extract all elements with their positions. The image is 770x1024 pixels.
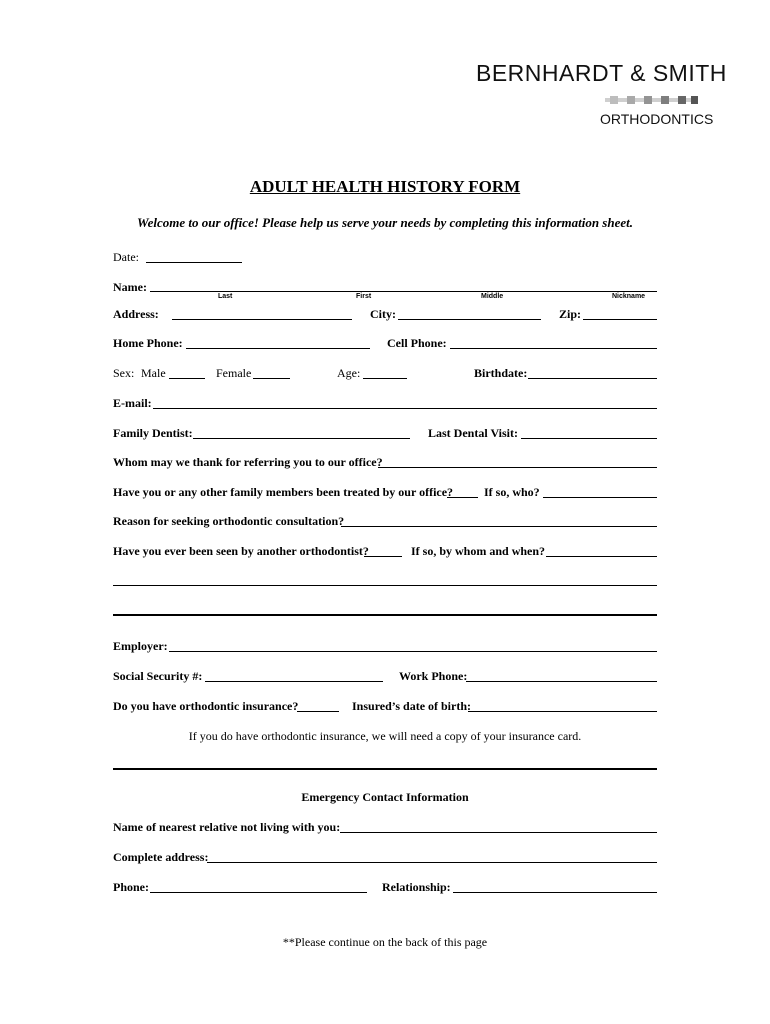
brand-name: BERNHARDT & SMITH (476, 60, 727, 86)
reason-field[interactable] (341, 526, 657, 527)
family-dentist-field[interactable] (193, 438, 410, 439)
insurance-field[interactable] (297, 711, 339, 712)
name-sub-nickname: Nickname (612, 293, 646, 300)
insured-dob-label: Insured’s date of birth: (352, 699, 472, 713)
nearest-relative-field[interactable] (340, 832, 657, 833)
birthdate-field[interactable] (528, 378, 657, 379)
if-so-who-field[interactable] (543, 497, 657, 498)
name-sub-last: Last (218, 293, 233, 300)
if-so-whom-when-label: If so, by whom and when? (411, 544, 546, 558)
zip-label: Zip: (559, 307, 582, 321)
referral-field[interactable] (378, 467, 657, 468)
reason-label: Reason for seeking orthodontic consultation? (113, 514, 345, 528)
female-field[interactable] (253, 378, 290, 379)
seen-other-field[interactable] (364, 556, 402, 557)
phone-label: Phone: (113, 880, 149, 894)
zip-field[interactable] (583, 319, 657, 320)
city-label: City: (370, 307, 396, 321)
insurance-label: Do you have orthodontic insurance? (113, 699, 299, 713)
home-phone-field[interactable] (186, 348, 370, 349)
form-title: ADULT HEALTH HISTORY FORM (249, 177, 521, 196)
family-treated-label: Have you or any other family members been treated by our office? (113, 485, 454, 499)
relationship-label: Relationship: (382, 880, 451, 894)
ssn-label: Social Security #: (113, 669, 203, 683)
email-field[interactable] (153, 408, 657, 409)
complete-address-field[interactable] (207, 862, 657, 863)
date-field[interactable] (146, 262, 242, 263)
insured-dob-field[interactable] (468, 711, 657, 712)
last-dental-visit-field[interactable] (521, 438, 657, 439)
name-sub-middle: Middle (481, 293, 504, 300)
if-so-who-label: If so, who? (484, 485, 540, 499)
name-sub-first: First (356, 293, 372, 300)
if-so-whom-when-field[interactable] (546, 556, 657, 557)
insurance-note: If you do have orthodontic insurance, we will need a copy of your insurance card. (188, 729, 582, 743)
work-phone-field[interactable] (466, 681, 657, 682)
male-label: Male (141, 366, 166, 380)
welcome-text: Welcome to our office! Please help us serve your needs by completing this information sheet. (136, 215, 634, 230)
sex-label: Sex: (113, 366, 135, 380)
email-label: E-mail: (113, 396, 152, 410)
address-label: Address: (113, 307, 159, 321)
employer-label: Employer: (113, 639, 168, 653)
work-phone-label: Work Phone: (399, 669, 468, 683)
cell-phone-label: Cell Phone: (387, 336, 447, 350)
emergency-heading: Emergency Contact Information (301, 790, 469, 804)
brand-bar-decoration (605, 96, 698, 104)
seen-other-label: Have you ever been seen by another orthodontist? (113, 544, 369, 558)
male-field[interactable] (169, 378, 205, 379)
age-label: Age: (337, 366, 361, 380)
relationship-field[interactable] (453, 892, 657, 893)
address-field[interactable] (172, 319, 352, 320)
cell-phone-field[interactable] (450, 348, 657, 349)
employer-field[interactable] (169, 651, 657, 652)
name-label: Name: (113, 280, 147, 294)
complete-address-label: Complete address: (113, 850, 209, 864)
family-treated-field[interactable] (447, 497, 478, 498)
section-divider (113, 614, 657, 616)
nearest-relative-label: Name of nearest relative not living with you: (113, 820, 341, 834)
date-label: Date: (113, 250, 139, 264)
name-field[interactable] (150, 291, 657, 292)
city-field[interactable] (398, 319, 541, 320)
referral-label: Whom may we thank for referring you to our office? (113, 455, 383, 469)
footer-note: **Please continue on the back of this page (282, 935, 488, 949)
ssn-field[interactable] (205, 681, 383, 682)
female-label: Female (216, 366, 252, 380)
phone-field[interactable] (150, 892, 367, 893)
age-field[interactable] (363, 378, 407, 379)
continuation-field[interactable] (113, 585, 657, 586)
last-dental-visit-label: Last Dental Visit: (428, 426, 518, 440)
home-phone-label: Home Phone: (113, 336, 183, 350)
emergency-divider (113, 768, 657, 770)
birthdate-label: Birthdate: (474, 366, 528, 380)
family-dentist-label: Family Dentist: (113, 426, 193, 440)
brand-subtitle: ORTHODONTICS (600, 111, 714, 127)
